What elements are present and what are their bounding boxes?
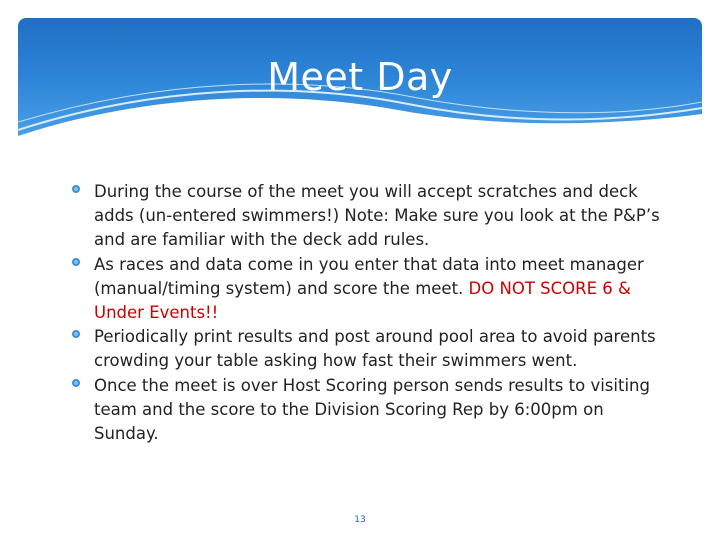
list-item <box>72 374 672 447</box>
bullet-text: During the course of the meet you will accept scratches and deck adds (un-entered swimmers!) Note: Make sure you look at the P&P’s and are familiar with the deck add rules. <box>94 182 660 250</box>
bullet-text: Periodically print results and post around pool area to avoid parents crowding your table asking how fast their swimmers went. <box>94 327 656 371</box>
bullet-text: As races and data come in you enter that data into meet manager (manual/timing system) and score the meet. <box>94 254 644 298</box>
bullet-list <box>72 180 672 446</box>
list-item <box>72 253 672 326</box>
bullet-icon <box>72 330 80 338</box>
bullet-icon <box>72 185 80 193</box>
bullet-text: Once the meet is over Host Scoring person sends results to visiting team and the score to the Division Scoring Rep by 6:00pm on Sunday. <box>94 375 650 444</box>
list-item <box>72 180 672 253</box>
slide-title: Meet Day <box>267 55 453 99</box>
warning-text: DO NOT SCORE 6 & Under Events!! <box>94 278 631 323</box>
page-number: 13 <box>354 515 366 525</box>
list-item <box>72 325 672 373</box>
bullet-icon <box>72 379 80 387</box>
bullet-icon <box>72 258 80 266</box>
